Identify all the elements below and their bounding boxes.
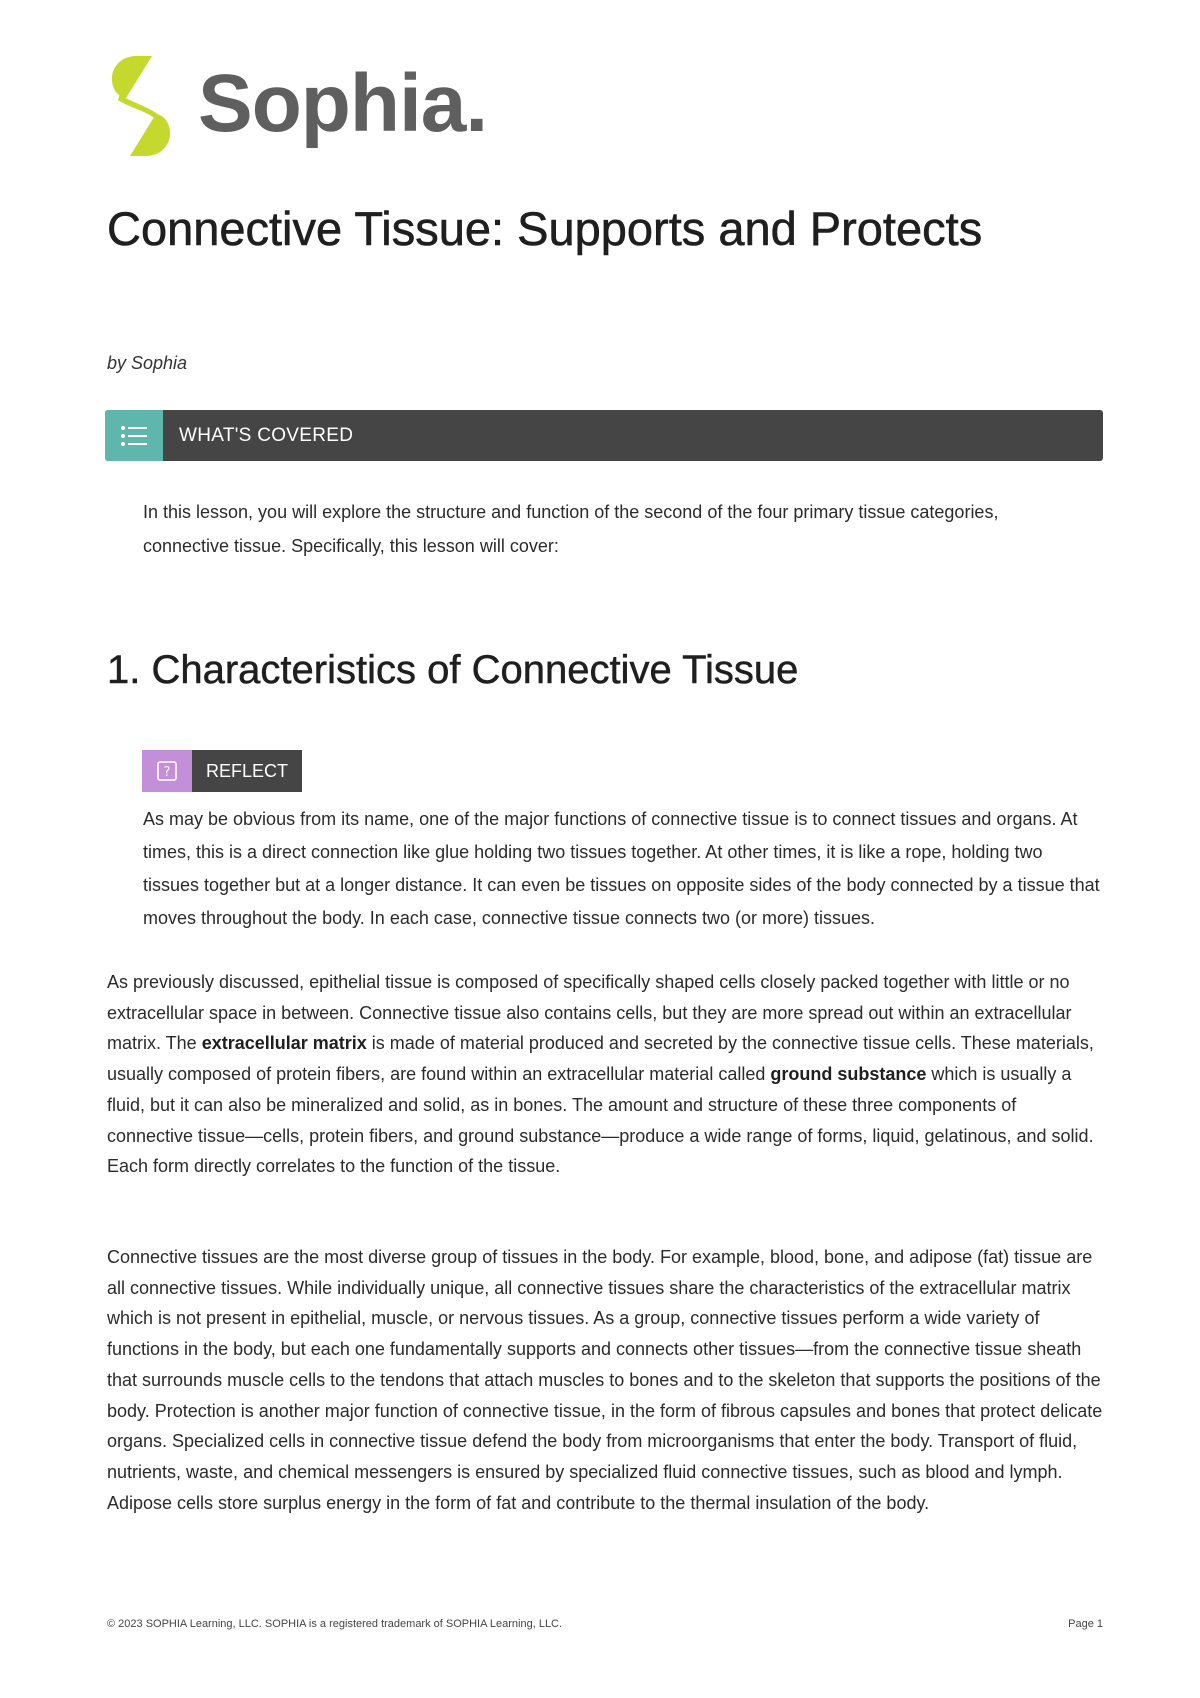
term-ground-substance: ground substance xyxy=(770,1064,927,1085)
sophia-logo xyxy=(104,56,487,156)
logo-wordmark: Sophia. xyxy=(198,58,488,149)
svg-text:?: ? xyxy=(163,765,171,780)
footer-page-number: Page 1 xyxy=(1068,1618,1103,1630)
reflect-label: REFLECT xyxy=(192,750,302,792)
sophia-logo-icon xyxy=(104,56,178,156)
body-paragraph-2: Connective tissues are the most diverse group of tissues in the body. For example, blood, bone, and adipose (fat) tissue are all connective tissues. While individually unique, all connective tissues share the characteristics of the extracellular matrix which is not present in epithelial, muscle, or nervous tissues. As a group, connective tissues perform a wide variety of functions in the body, but each one fundamentally supports and connects other tissues—from the connective tissue sheath that surrounds muscle cells to the tendons that attach muscles to bones and to the skeleton that supports the positions of the body. Protection is another major function of connective tissue, in the form of fibrous capsules and bones that protect delicate organs. Specialized cells in connective tissue defend the body from microorganisms that enter the body. Transport of fluid, nutrients, waste, and chemical messengers is ensured by specialized fluid connective tissues, such as blood and lymph. Adipose cells store surplus energy in the form of fat and contribute to the thermal insulation of the body. xyxy=(107,1247,1103,1513)
page-title: Connective Tissue: Supports and Protects xyxy=(107,202,983,255)
whats-covered-text: In this lesson, you will explore the structure and function of the second of the four primary tissue categories, connective tissue. Specifically, this lesson will cover: xyxy=(143,502,999,556)
byline: by Sophia xyxy=(107,353,188,373)
reflect-text: As may be obvious from its name, one of the major functions of connective tissue is to connect tissues and organs. At times, this is a direct connection like glue holding two tissues together. At other times, it is like a rope, holding two tissues together but at a longer distance. It can even be tissues on opposite sides of the body connected by a tissue that moves throughout the body. In each case, connective tissue connects two (or more) tissues. xyxy=(143,809,1100,928)
whats-covered-label: WHAT'S COVERED xyxy=(179,425,354,446)
section-heading: 1. Characteristics of Connective Tissue xyxy=(107,648,799,692)
body-paragraph-1: As previously discussed, epithelial tissue is composed of specifically shaped cells closely packed together with little or no extracellular space in between. Connective tissue also contains cells, but they are more spread out within an extracellular matrix. The extracellular matrix is made of material produced and secreted by the connective tissue cells. These materials, usually composed of protein fibers, are found within an extracellular material called ground substance which is usually a fluid, but it can also be mineralized and solid, as in bones. The amount and structure of these three components of connective tissue—cells, protein fibers, and ground substance—produce a wide range of forms, liquid, gelatinous, and solid. Each form directly correlates to the function of the tissue. xyxy=(107,972,1094,1177)
term-extracellular-matrix: extracellular matrix xyxy=(201,1033,367,1054)
footer-copyright: © 2023 SOPHIA Learning, LLC. SOPHIA is a registered trademark of SOPHIA Learning, LLC. xyxy=(107,1618,563,1630)
reflect-banner xyxy=(142,750,302,792)
question-icon xyxy=(142,750,192,792)
list-icon xyxy=(105,410,163,461)
whats-covered-banner xyxy=(105,410,1103,461)
